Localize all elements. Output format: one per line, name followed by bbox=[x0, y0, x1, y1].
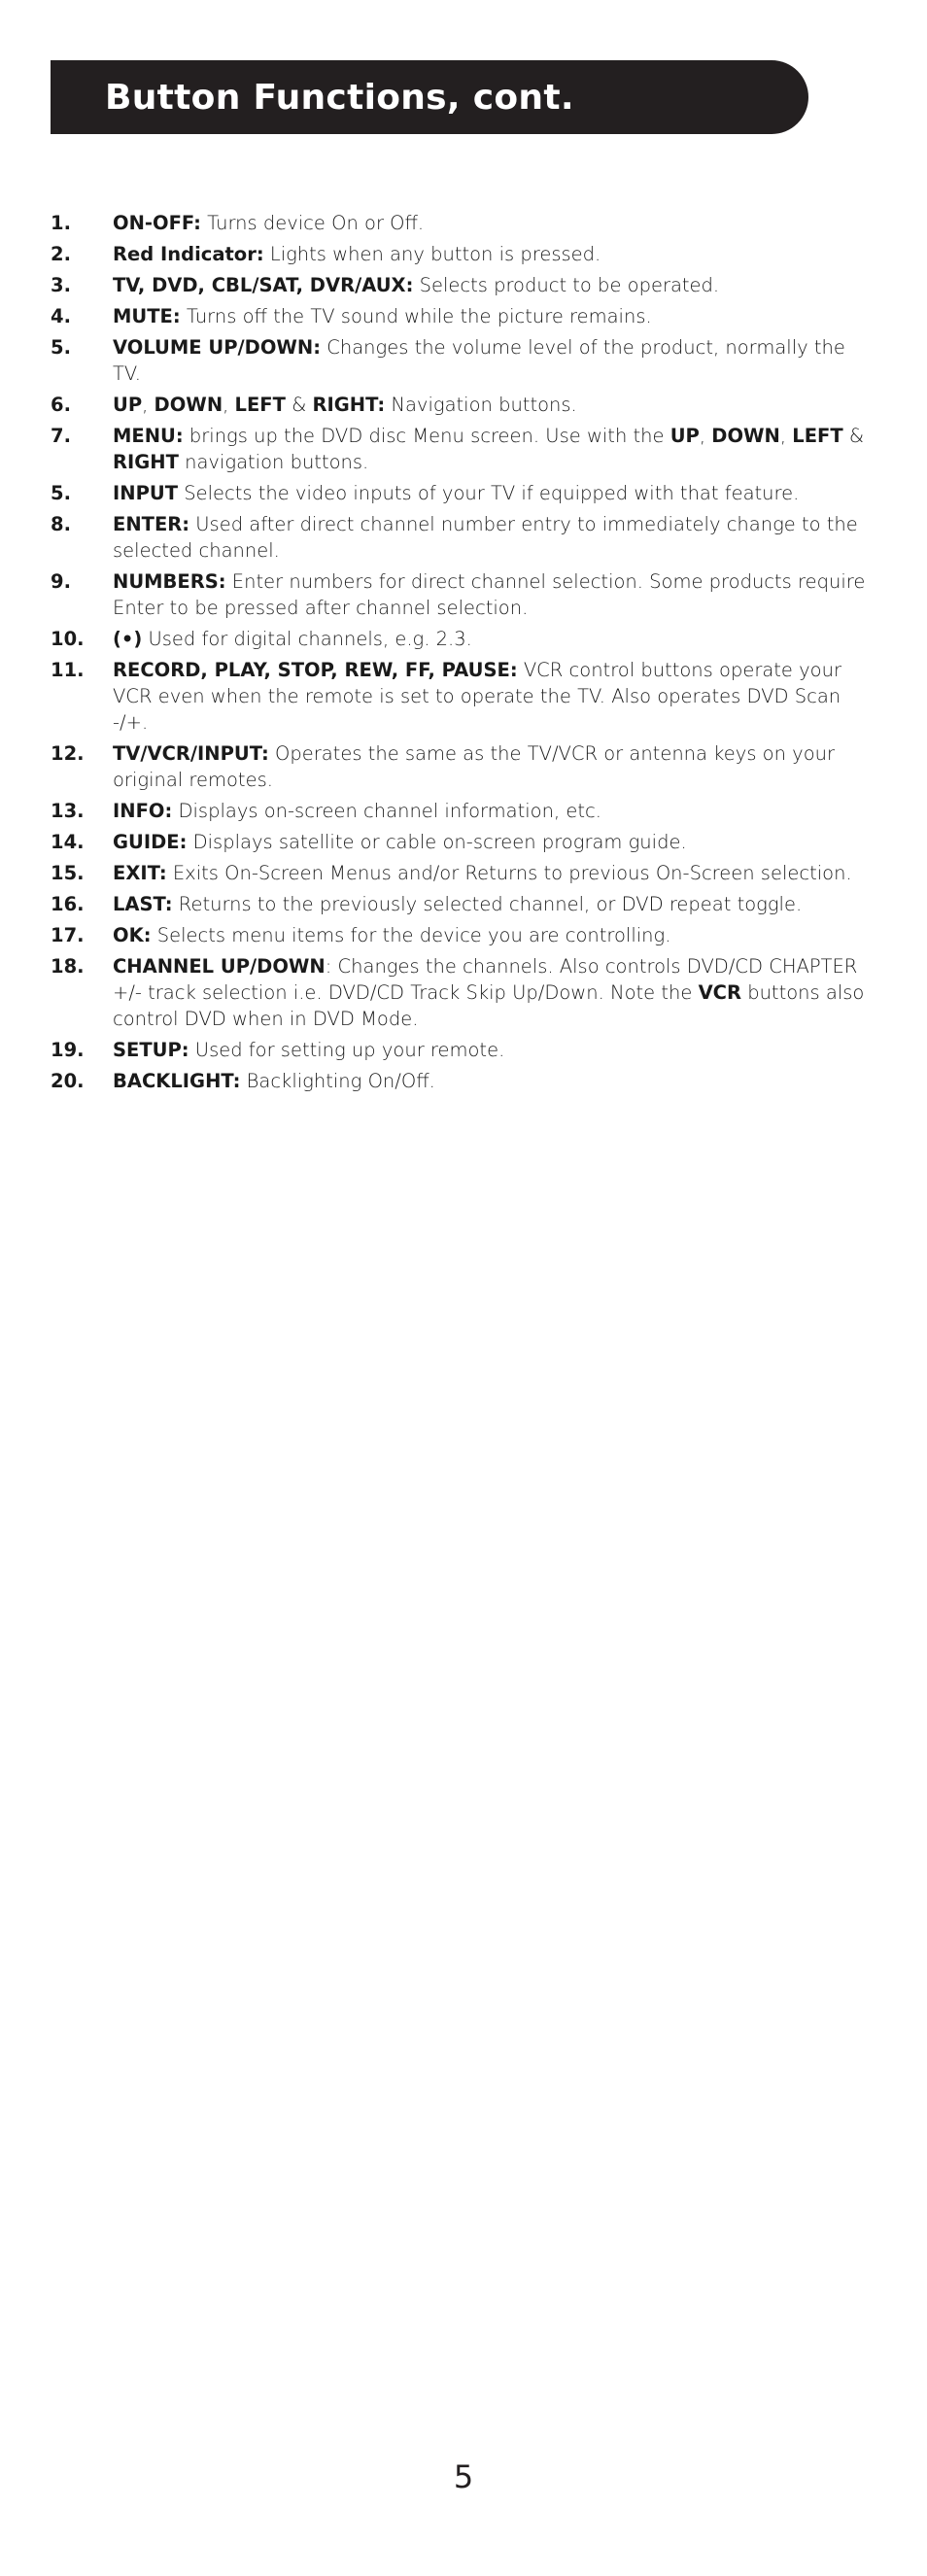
item-term: TV, DVD, CBL/SAT, DVR/AUX: bbox=[113, 274, 414, 296]
item-text: , bbox=[223, 394, 235, 416]
item-number: 2. bbox=[51, 243, 71, 265]
list-item bbox=[51, 272, 878, 298]
item-description bbox=[113, 272, 878, 298]
list-item bbox=[51, 392, 878, 418]
item-term: MENU: bbox=[113, 425, 184, 447]
item-description bbox=[113, 334, 878, 387]
button-functions-list bbox=[51, 210, 878, 1099]
list-item bbox=[51, 626, 878, 652]
item-text: Lights when any button is pressed. bbox=[263, 243, 601, 265]
item-number: 19. bbox=[51, 1039, 85, 1061]
item-description bbox=[113, 568, 878, 621]
item-description bbox=[113, 891, 878, 917]
list-item bbox=[51, 922, 878, 948]
list-item bbox=[51, 480, 878, 506]
item-number: 11. bbox=[51, 659, 85, 681]
item-text: & bbox=[285, 394, 313, 416]
item-number: 13. bbox=[51, 800, 85, 822]
list-item bbox=[51, 953, 878, 1032]
item-term: LAST: bbox=[113, 893, 173, 915]
list-item bbox=[51, 740, 878, 793]
item-description bbox=[113, 423, 878, 475]
item-description bbox=[113, 480, 878, 506]
item-number: 1. bbox=[51, 212, 71, 234]
item-term: UP bbox=[670, 425, 700, 447]
item-text: , bbox=[142, 394, 154, 416]
item-description bbox=[113, 922, 878, 948]
item-description bbox=[113, 953, 878, 1032]
item-term: ENTER: bbox=[113, 513, 190, 535]
item-text: Used after direct channel number entry to immediately change to the selected channel. bbox=[113, 513, 858, 562]
item-description bbox=[113, 1037, 878, 1063]
item-term: INFO: bbox=[113, 800, 173, 822]
item-description bbox=[113, 511, 878, 564]
item-text: Returns to the previously selected channel, or DVD repeat toggle. bbox=[172, 893, 803, 915]
item-term: LEFT bbox=[234, 394, 286, 416]
list-item bbox=[51, 210, 878, 236]
item-number: 9. bbox=[51, 570, 71, 593]
item-term: SETUP: bbox=[113, 1039, 189, 1061]
item-description bbox=[113, 860, 878, 886]
item-text: Backlighting On/Off. bbox=[240, 1070, 435, 1092]
item-term: NUMBERS: bbox=[113, 570, 226, 593]
item-number: 12. bbox=[51, 742, 85, 765]
item-text: Used for setting up your remote. bbox=[189, 1039, 505, 1061]
item-text: Displays on-screen channel information, etc. bbox=[172, 800, 601, 822]
item-term: OK: bbox=[113, 924, 152, 946]
item-text: Displays satellite or cable on-screen program guide. bbox=[187, 831, 687, 853]
item-term: VCR bbox=[698, 981, 741, 1004]
item-description bbox=[113, 626, 878, 652]
item-text: Exits On-Screen Menus and/or Returns to previous On-Screen selection. bbox=[166, 862, 852, 884]
list-item bbox=[51, 241, 878, 267]
page-title: Button Functions, cont. bbox=[105, 77, 574, 118]
item-term: (•) bbox=[113, 628, 143, 650]
list-item bbox=[51, 829, 878, 855]
item-description bbox=[113, 657, 878, 736]
item-number: 6. bbox=[51, 394, 71, 416]
list-item bbox=[51, 334, 878, 387]
item-term: MUTE: bbox=[113, 305, 181, 327]
item-number: 17. bbox=[51, 924, 85, 946]
section-header-bar bbox=[51, 60, 808, 134]
item-description bbox=[113, 1068, 878, 1094]
list-item bbox=[51, 1068, 878, 1094]
item-number: 5. bbox=[51, 482, 71, 504]
item-number: 14. bbox=[51, 831, 85, 853]
item-term: ON-OFF: bbox=[113, 212, 201, 234]
item-text: brings up the DVD disc Menu screen. Use with the bbox=[183, 425, 670, 447]
item-text: Selects the video inputs of your TV if equipped with that feature. bbox=[178, 482, 800, 504]
item-text: Selects product to be operated. bbox=[413, 274, 720, 296]
list-item bbox=[51, 511, 878, 564]
item-description bbox=[113, 303, 878, 329]
item-term: DOWN bbox=[711, 425, 780, 447]
item-text: Turns device On or Off. bbox=[200, 212, 425, 234]
item-term: Red Indicator: bbox=[113, 243, 264, 265]
item-term: RIGHT bbox=[113, 451, 179, 473]
item-term: BACKLIGHT: bbox=[113, 1070, 241, 1092]
item-term: RECORD, PLAY, STOP, REW, FF, PAUSE: bbox=[113, 659, 518, 681]
list-item bbox=[51, 798, 878, 824]
list-item bbox=[51, 568, 878, 621]
item-text: VCR control buttons operate your VCR even when the remote is set to operate the TV. Also operates DVD Scan -/+. bbox=[113, 659, 841, 734]
item-text: Enter numbers for direct channel selection. Some products require Enter to be pressed after channel selection. bbox=[113, 570, 866, 619]
item-number: 7. bbox=[51, 425, 71, 447]
item-number: 3. bbox=[51, 274, 71, 296]
item-term: UP bbox=[113, 394, 143, 416]
item-text: Changes the volume level of the product, normally the TV. bbox=[113, 336, 845, 385]
list-item bbox=[51, 657, 878, 736]
item-number: 10. bbox=[51, 628, 85, 650]
item-text: & bbox=[842, 425, 865, 447]
item-text: , bbox=[699, 425, 712, 447]
item-number: 20. bbox=[51, 1070, 85, 1092]
list-item bbox=[51, 303, 878, 329]
item-text: Selects menu items for the device you are controlling. bbox=[151, 924, 671, 946]
item-text: Navigation buttons. bbox=[385, 394, 577, 416]
item-number: 16. bbox=[51, 893, 85, 915]
item-term: INPUT bbox=[113, 482, 179, 504]
item-term: CHANNEL UP/DOWN bbox=[113, 955, 326, 978]
item-text: , bbox=[779, 425, 793, 447]
page-number: 5 bbox=[453, 2458, 474, 2495]
item-term: DOWN bbox=[154, 394, 223, 416]
item-number: 18. bbox=[51, 955, 85, 978]
item-text: Turns off the TV sound while the picture remains. bbox=[180, 305, 652, 327]
item-description bbox=[113, 241, 878, 267]
item-text: Used for digital channels, e.g. 2.3. bbox=[142, 628, 472, 650]
item-description bbox=[113, 210, 878, 236]
list-item bbox=[51, 891, 878, 917]
list-item bbox=[51, 423, 878, 475]
item-text: buttons also control DVD when in DVD Mode. bbox=[113, 981, 865, 1030]
item-number: 15. bbox=[51, 862, 85, 884]
item-description bbox=[113, 740, 878, 793]
item-text: navigation buttons. bbox=[178, 451, 369, 473]
item-term: TV/VCR/INPUT: bbox=[113, 742, 269, 765]
item-number: 8. bbox=[51, 513, 71, 535]
list-item bbox=[51, 1037, 878, 1063]
item-term: LEFT bbox=[792, 425, 843, 447]
item-text: Operates the same as the TV/VCR or antenna keys on your original remotes. bbox=[113, 742, 836, 791]
item-text: : Changes the channels. Also controls DVD/CD CHAPTER +/- track selection i.e. DVD/CD Track Skip Up/Down. Note the bbox=[113, 955, 858, 1004]
item-term: EXIT: bbox=[113, 862, 167, 884]
item-number: 5. bbox=[51, 336, 71, 359]
item-number: 4. bbox=[51, 305, 71, 327]
item-term: RIGHT: bbox=[312, 394, 386, 416]
item-term: GUIDE: bbox=[113, 831, 188, 853]
item-description bbox=[113, 392, 878, 418]
item-description bbox=[113, 798, 878, 824]
item-description bbox=[113, 829, 878, 855]
list-item bbox=[51, 860, 878, 886]
item-term: VOLUME UP/DOWN: bbox=[113, 336, 322, 359]
